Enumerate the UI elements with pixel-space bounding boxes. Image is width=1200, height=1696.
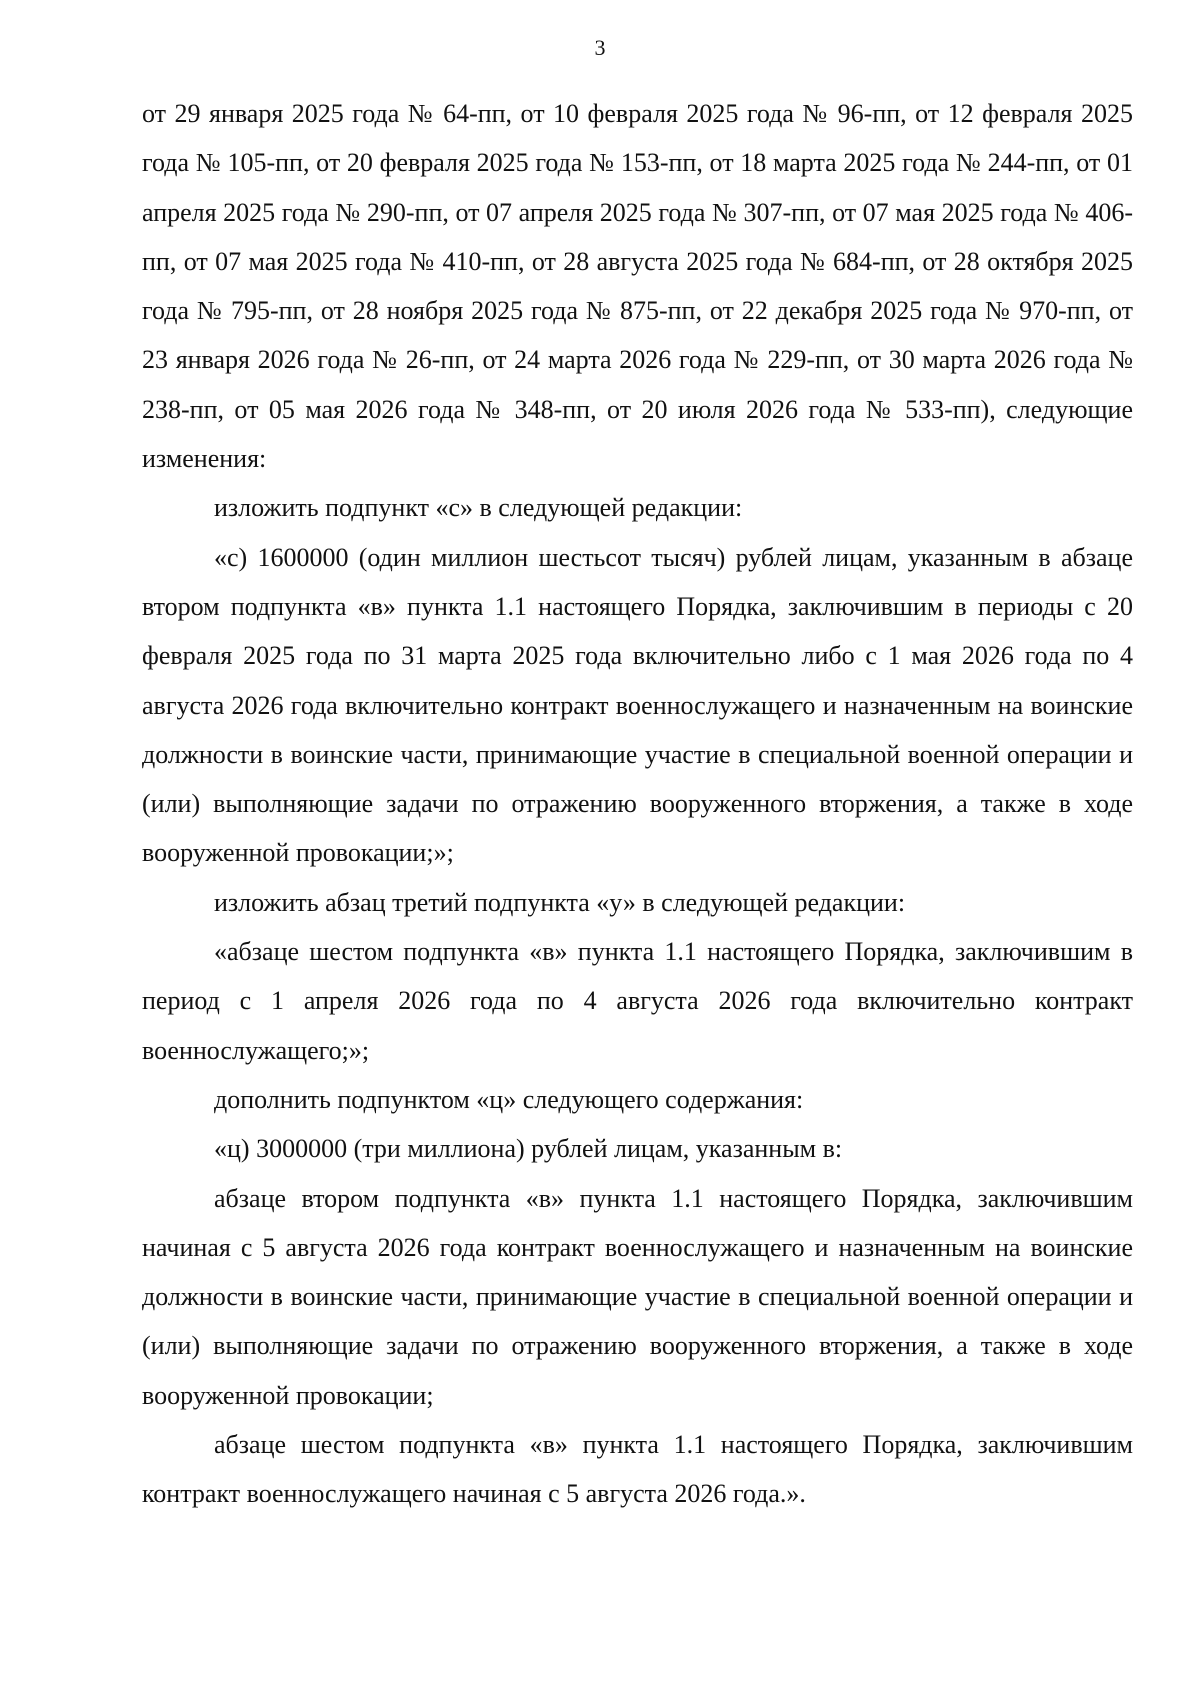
paragraph-subitem-ts-second: абзаце втором подпункта «в» пункта 1.1 настоящего Порядка, заключившим начиная с 5 августа 2026 года контракт военнослужащего и назначенным на воинские должности в воинские части, принимающие участие в специальной военной операции и (или) выполняющие задачи по отражению вооруженного вторжения, а также в ходе вооруженной провокации; [142,1183,1133,1410]
document-body [142,89,1133,1519]
paragraph-subitem-ts: «ц) 3000000 (три миллиона) рублей лицам, указанным в: [214,1134,843,1164]
paragraph-instruction-c: изложить подпункт «с» в следующей редакции: [214,493,743,523]
paragraph-subitem-u: «абзаце шестом подпункта «в» пункта 1.1 настоящего Порядка, заключившим в период с 1 апреля 2026 года по 4 августа 2026 года включительно контракт военнослужащего;»; [142,937,1133,1065]
paragraph-instruction-u: изложить абзац третий подпункта «у» в следующей редакции: [214,887,906,917]
paragraph-subitem-ts-sixth: абзаце шестом подпункта «в» пункта 1.1 настоящего Порядка, заключившим контракт военнослужащего начиная с 5 августа 2026 года.». [142,1430,1133,1509]
paragraph-subitem-c: «с) 1600000 (один миллион шестьсот тысяч) рублей лицам, указанным в абзаце втором подпункта «в» пункта 1.1 настоящего Порядка, заключившим в периоды с 20 февраля 2025 года по 31 марта 2025 года включительно либо с 1 мая 2026 года по 4 августа 2026 года включительно контракт военнослужащего и назначенным на воинские должности в воинские части, принимающие участие в специальной военной операции и (или) выполняющие задачи по отражению вооруженного вторжения, а также в ходе вооруженной провокации;»; [142,542,1133,868]
paragraph-amendment-list: от 29 января 2025 года № 64-пп, от 10 февраля 2025 года № 96-пп, от 12 февраля 2025 года № 105-пп, от 20 февраля 2025 года № 153-пп, от 18 марта 2025 года № 244-пп, от 01 апреля 2025 года № 290-пп, от 07 апреля 2025 года № 307-пп, от 07 мая 2025 года № 406-пп, от 07 мая 2025 года № 410-пп, от 28 августа 2025 года № 684-пп, от 28 октября 2025 года № 795-пп, от 28 ноября 2025 года № 875-пп, от 22 декабря 2025 года № 970-пп, от 23 января 2026 года № 26-пп, от 24 марта 2026 года № 229-пп, от 30 марта 2026 года № 238-пп, от 05 мая 2026 года № 348-пп, от 20 июля 2026 года № 533-пп), следующие изменения: [142,99,1133,474]
paragraph-instruction-ts: дополнить подпунктом «ц» следующего содержания: [214,1084,804,1114]
page-number: 3 [594,35,606,60]
